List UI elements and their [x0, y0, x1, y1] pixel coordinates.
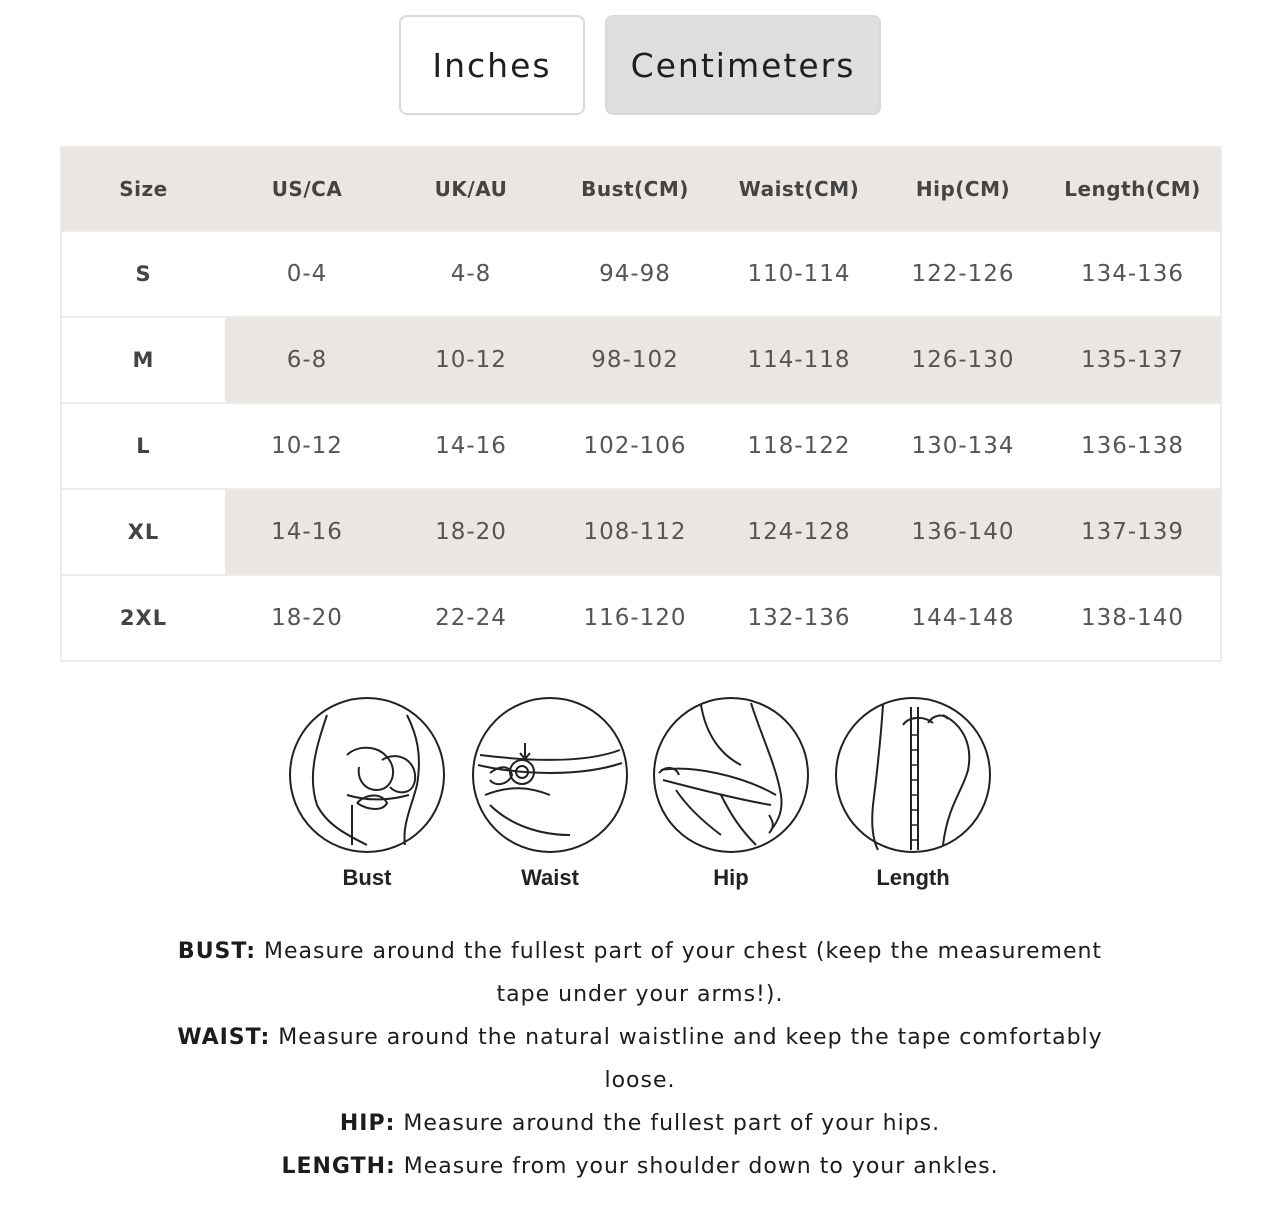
- waist-illustration: [465, 695, 635, 891]
- us-ca-cell: 18-20: [225, 575, 389, 661]
- length-instruction: [160, 1145, 1120, 1188]
- us-ca-cell: 0-4: [225, 231, 389, 317]
- bust-illustration: [282, 695, 452, 891]
- table-row: [61, 575, 1221, 661]
- waist-text: Measure around the natural waistline and keep the tape comfortably loose.: [270, 1025, 1103, 1093]
- length-text: Measure from your shoulder down to your ankles.: [395, 1154, 999, 1179]
- bust-text: Measure around the fullest part of your chest (keep the measurement tape under your arms!).: [256, 939, 1103, 1007]
- size-cell: L: [61, 403, 225, 489]
- bust-cell: 98-102: [553, 317, 717, 403]
- length-label: Length: [876, 865, 950, 890]
- hip-cell: 122-126: [881, 231, 1045, 317]
- waist-term: WAIST:: [177, 1025, 271, 1050]
- centimeters-button[interactable]: Centimeters: [605, 15, 881, 115]
- table-row: [61, 489, 1221, 575]
- us-ca-cell: 14-16: [225, 489, 389, 575]
- measurement-instructions: [160, 930, 1120, 1188]
- size-cell: 2XL: [61, 575, 225, 661]
- length-cell: 136-138: [1045, 403, 1221, 489]
- unit-toggle: [0, 15, 1282, 117]
- hip-cell: 144-148: [881, 575, 1045, 661]
- size-cell: M: [61, 317, 225, 403]
- hip-text: Measure around the fullest part of your hips.: [395, 1111, 941, 1136]
- header-bust: Bust(CM): [581, 177, 689, 201]
- waist-cell: 114-118: [717, 317, 881, 403]
- hip-cell: 136-140: [881, 489, 1045, 575]
- bust-cell: 102-106: [553, 403, 717, 489]
- header-size: Size: [119, 177, 168, 201]
- bust-cell: 116-120: [553, 575, 717, 661]
- size-cell: S: [61, 231, 225, 317]
- waist-label: Waist: [521, 865, 579, 890]
- bust-instruction: [160, 930, 1120, 1016]
- bust-cell: 94-98: [553, 231, 717, 317]
- hip-cell: 126-130: [881, 317, 1045, 403]
- length-cell: 135-137: [1045, 317, 1221, 403]
- header-length: Length(CM): [1064, 177, 1201, 201]
- length-cell: 137-139: [1045, 489, 1221, 575]
- waist-cell: 132-136: [717, 575, 881, 661]
- hip-instruction: [160, 1102, 1120, 1145]
- uk-au-cell: 10-12: [389, 317, 553, 403]
- hip-measure-icon: [651, 695, 811, 855]
- table-row: [61, 403, 1221, 489]
- us-ca-cell: 10-12: [225, 403, 389, 489]
- length-cell: 134-136: [1045, 231, 1221, 317]
- waist-measure-icon: [470, 695, 630, 855]
- bust-cell: 108-112: [553, 489, 717, 575]
- size-cell: XL: [61, 489, 225, 575]
- length-term: LENGTH:: [281, 1154, 396, 1179]
- bust-term: BUST:: [177, 939, 257, 964]
- waist-cell: 110-114: [717, 231, 881, 317]
- header-us-ca: US/CA: [271, 177, 343, 201]
- length-measure-icon: [833, 695, 993, 855]
- uk-au-cell: 18-20: [389, 489, 553, 575]
- uk-au-cell: 14-16: [389, 403, 553, 489]
- hip-label: Hip: [713, 865, 749, 890]
- inches-button[interactable]: Inches: [399, 15, 585, 115]
- hip-cell: 130-134: [881, 403, 1045, 489]
- header-hip: Hip(CM): [915, 177, 1011, 201]
- table-header-row: [61, 147, 1221, 231]
- length-illustration: [828, 695, 998, 891]
- header-waist: Waist(CM): [738, 177, 860, 201]
- hip-illustration: [646, 695, 816, 891]
- waist-instruction: [160, 1016, 1120, 1102]
- waist-cell: 118-122: [717, 403, 881, 489]
- hip-term: HIP:: [339, 1111, 396, 1136]
- bust-measure-icon: [287, 695, 447, 855]
- size-chart-table: [60, 146, 1222, 662]
- uk-au-cell: 22-24: [389, 575, 553, 661]
- waist-cell: 124-128: [717, 489, 881, 575]
- bust-label: Bust: [342, 865, 392, 890]
- length-cell: 138-140: [1045, 575, 1221, 661]
- us-ca-cell: 6-8: [225, 317, 389, 403]
- measurement-illustrations: [0, 695, 1282, 895]
- table-row: [61, 231, 1221, 317]
- table-row: [61, 317, 1221, 403]
- header-uk-au: UK/AU: [434, 177, 508, 201]
- uk-au-cell: 4-8: [389, 231, 553, 317]
